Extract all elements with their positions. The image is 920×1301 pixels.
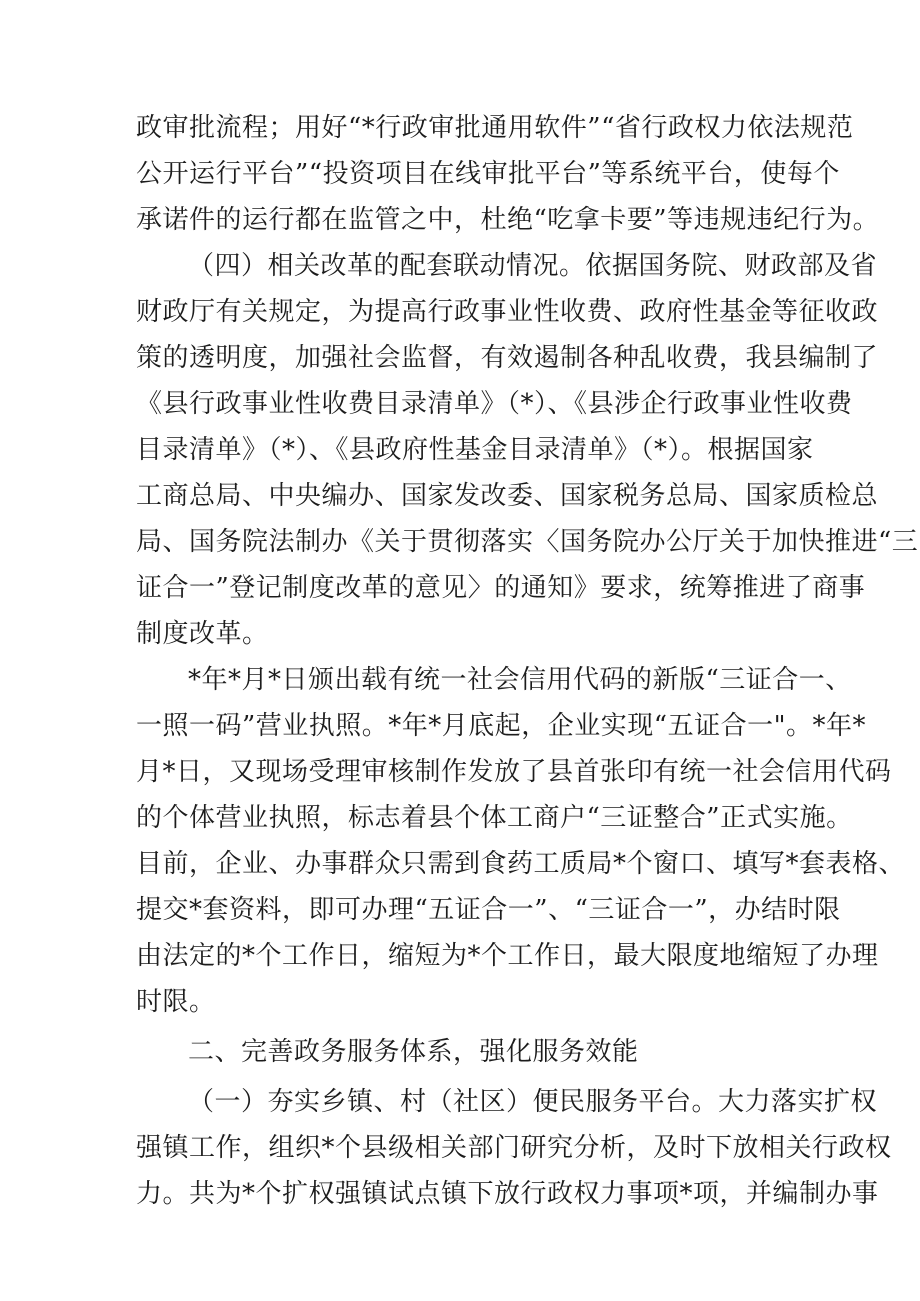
text-line: 制度改革。 [136,619,269,649]
text-line: 公开运行平台”“投资项目在线审批平台”等系统平台，使每个 [136,159,840,189]
text-line: 一照一码”营业执照。*年*月底起，企业实现“五证合一"。*年* [136,711,867,741]
text-line: 目前，企业、办事群众只需到食药工质局*个窗口、填写*套表格、 [136,849,906,879]
text-line: 时限。 [136,987,216,1017]
text-line: 的个体营业执照，标志着县个体工商户“三证整合”正式实施。 [136,803,853,833]
text-line: 月*日，又现场受理审核制作发放了县首张印有统一社会信用代码 [136,757,892,787]
text-line: 证合一”登记制度改革的意见〉的通知》要求，统筹推进了商事 [136,573,866,603]
text-line: 承诺件的运行都在监管之中，杜绝“吃拿卡要”等违规违纪行为。 [136,205,880,235]
text-line: 工商总局、中央编办、国家发改委、国家税务总局、国家质检总 [136,481,879,511]
text-line: *年*月*日颁出载有统一社会信用代码的新版“三证合一、 [188,665,852,695]
text-line: 策的透明度，加强社会监督，有效遏制各种乱收费，我县编制了 [136,343,879,373]
section-heading: 二、完善政务服务体系，强化服务效能 [188,1037,639,1067]
text-line: 力。共为*个扩权强镇试点镇下放行政权力事项*项，并编制办事 [136,1179,879,1209]
text-line: 提交*套资料，即可办理“五证合一”、“三证合一”，办结时限 [136,895,841,925]
text-line: 强镇工作，组织*个县级相关部门研究分析，及时下放相关行政权 [136,1133,892,1163]
text-line: 《县行政事业性收费目录清单》（*）、《县涉企行政事业性收费 [136,389,853,419]
text-line: 目录清单》（*）、《县政府性基金目录清单》（*）。根据国家 [136,435,814,465]
paragraph-heading-line: （四）相关改革的配套联动情况。依据国务院、财政部及省 [188,251,878,281]
text-line: 政审批流程；用好“*行政审批通用软件”“省行政权力依法规范 [136,113,854,143]
text-line: 局、国务院法制办《关于贯彻落实〈国务院办公厅关于加快推进“三 [136,527,919,557]
paragraph-heading-line: （一）夯实乡镇、村（社区）便民服务平台。大力落实扩权 [188,1087,878,1117]
text-line: 财政厅有关规定，为提高行政事业性收费、政府性基金等征收政 [136,297,879,327]
text-line: 由法定的*个工作日，缩短为*个工作日，最大限度地缩短了办理 [136,941,879,971]
